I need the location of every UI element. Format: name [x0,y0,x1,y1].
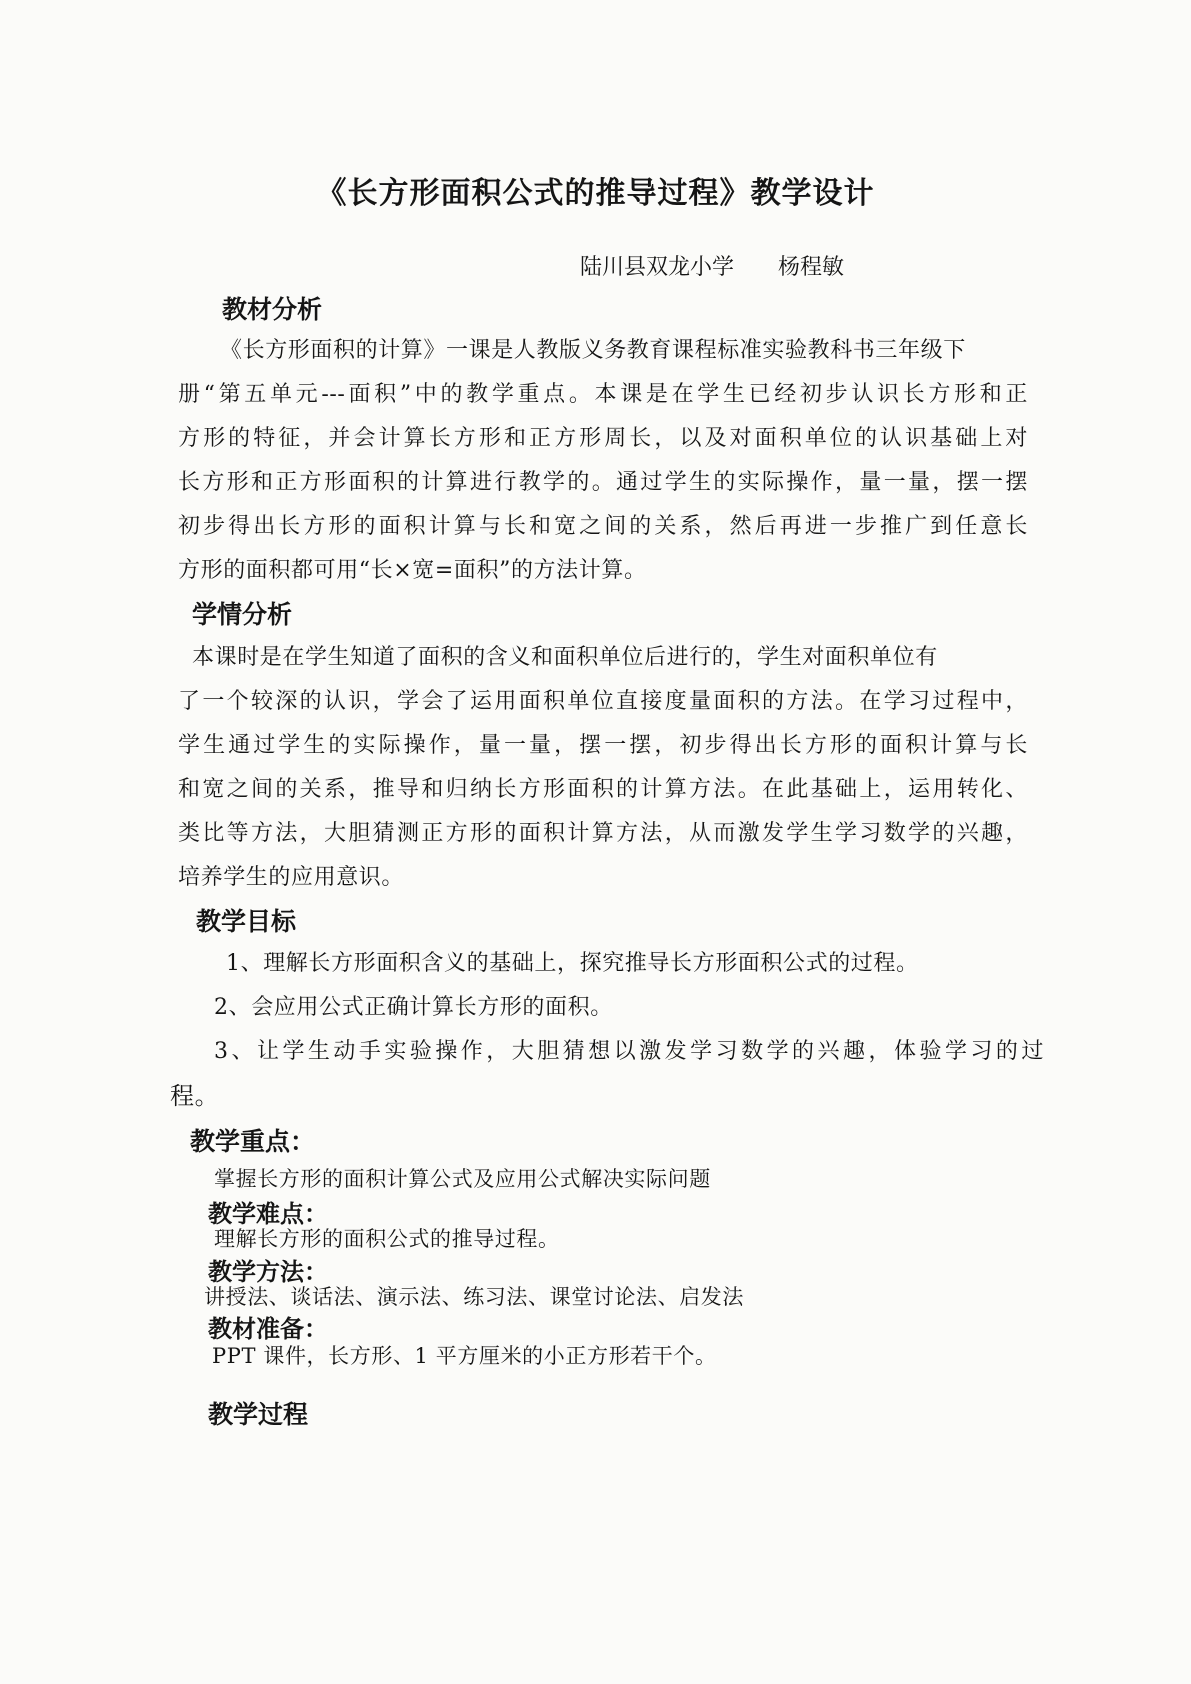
goal-item-1: 1、理解长方形面积含义的基础上，探究推导长方形面积公式的过程。 [226,951,919,976]
materials-prep-text: PPT 课件，长方形、1 平方厘米的小正方形若干个。 [212,1344,717,1368]
students-line-5: 类比等方法，大胆猜测正方形的面积计算方法，从而激发学生学习数学的兴趣， [178,821,1028,846]
material-line-1: 《长方形面积的计算》一课是人教版义务教育课程标准实验教科书三年级下 [220,338,966,363]
material-line-4: 长方形和正方形面积的计算进行教学的。通过学生的实际操作，量一量，摆一摆 [178,470,1028,495]
students-line-4: 和宽之间的关系，推导和归纳长方形面积的计算方法。在此基础上，运用转化、 [178,777,1028,802]
students-line-2: 了一个较深的认识，学会了运用面积单位直接度量面积的方法。在学习过程中， [178,689,1028,714]
document-title: 《长方形面积公式的推导过程》教学设计 [316,176,875,211]
goal-item-3-cont: 程。 [170,1082,220,1110]
students-line-3: 学生通过学生的实际操作，量一量，摆一摆，初步得出长方形的面积计算与长 [178,733,1028,758]
heading-methods: 教学方法： [208,1257,328,1286]
heading-student-analysis: 学情分析 [192,600,293,629]
material-line-3: 方形的特征，并会计算长方形和正方形周长，以及对面积单位的认识基础上对 [178,426,1028,451]
heading-difficulties: 教学难点： [208,1199,328,1228]
material-line-5: 初步得出长方形的面积计算与长和宽之间的关系，然后再进一步推广到任意长 [178,514,1028,539]
material-line-2: 册“第五单元---面积”中的教学重点。本课是在学生已经初步认识长方形和正 [178,382,1028,407]
students-line-6: 培养学生的应用意识。 [178,865,405,890]
goal-item-2: 2、会应用公式正确计算长方形的面积。 [214,995,613,1020]
key-points-text: 掌握长方形的面积计算公式及应用公式解决实际问题 [214,1167,711,1191]
methods-text: 讲授法、谈话法、演示法、练习法、课堂讨论法、启发法 [204,1285,744,1309]
difficulties-text: 理解长方形的面积公式的推导过程。 [214,1227,560,1251]
heading-material-analysis: 教材分析 [222,295,323,324]
author-line [580,250,844,281]
students-line-1: 本课时是在学生知道了面积的含义和面积单位后进行的，学生对面积单位有 [192,645,938,670]
heading-teaching-process: 教学过程 [208,1400,309,1429]
heading-teaching-goals: 教学目标 [196,907,297,936]
goal-item-3: 3、让学生动手实验操作，大胆猜想以激发学习数学的兴趣，体验学习的过 [214,1039,1044,1064]
heading-key-points: 教学重点： [190,1127,316,1156]
heading-materials-prep: 教材准备： [208,1314,328,1343]
material-line-6: 方形的面积都可用“长×宽=面积”的方法计算。 [178,558,647,583]
author-name: 杨程敏 [778,255,845,280]
author-school: 陆川县双龙小学 [580,255,735,280]
